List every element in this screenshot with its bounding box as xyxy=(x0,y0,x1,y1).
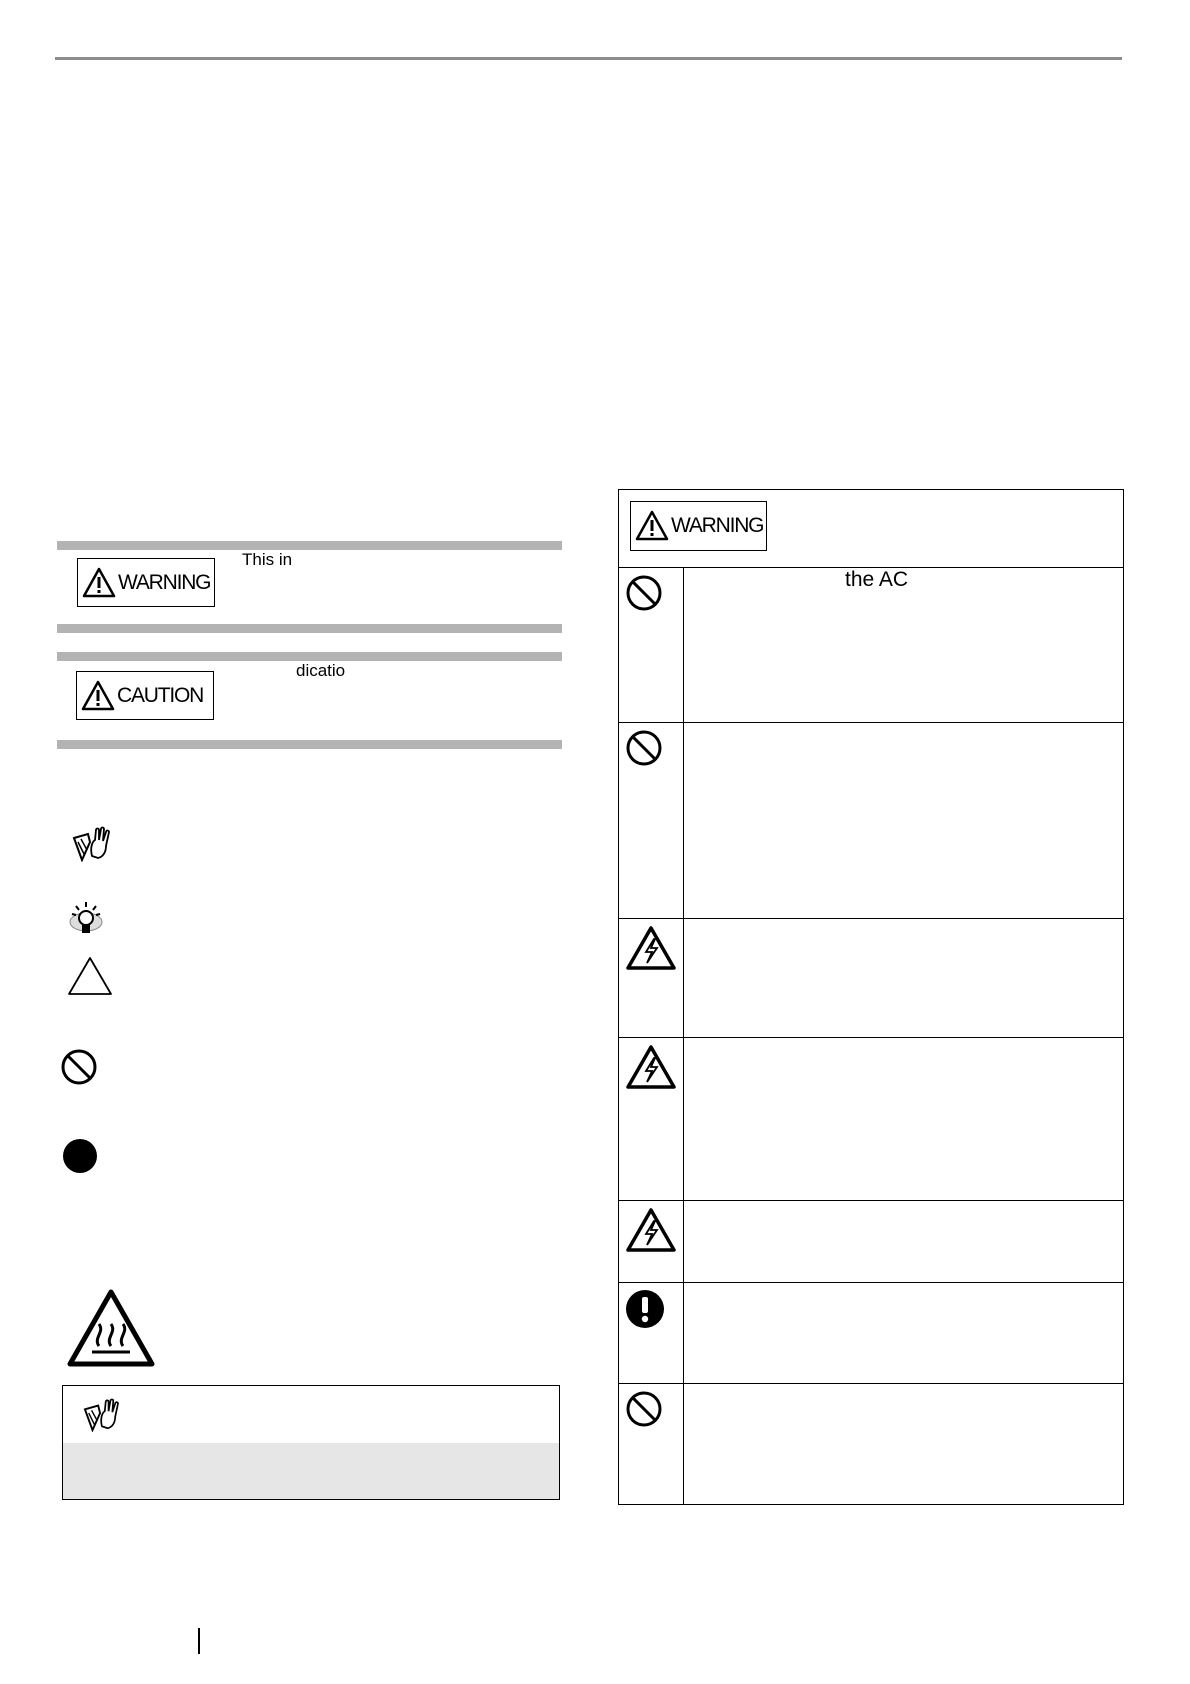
prohibition-icon xyxy=(60,1048,98,1086)
warning-triangle-icon xyxy=(635,510,669,542)
hand-pointing-icon xyxy=(70,826,112,862)
prohibition-icon xyxy=(625,729,663,767)
table-row-divider xyxy=(619,1200,1123,1201)
table-row-divider xyxy=(619,1383,1123,1384)
caution-legend-bottom-bar xyxy=(57,740,562,749)
warning-triangle-icon xyxy=(82,567,116,599)
caution-triangle-icon xyxy=(81,680,115,712)
triangle-attention-icon xyxy=(66,955,114,997)
table-row-divider xyxy=(619,918,1123,919)
prohibition-icon xyxy=(625,574,663,612)
warning-legend-text: This in xyxy=(242,550,293,569)
table-column-divider xyxy=(683,567,684,1504)
table-warning-badge xyxy=(630,501,767,551)
electric-shock-icon xyxy=(625,925,677,971)
warning-badge xyxy=(77,558,215,607)
table-row-divider xyxy=(619,1037,1123,1038)
caution-legend-text: dicatio xyxy=(296,661,346,680)
warning-badge-label: WARNING xyxy=(118,570,211,594)
hot-surface-icon xyxy=(66,1288,156,1368)
table-row-divider xyxy=(619,722,1123,723)
mandatory-action-icon xyxy=(625,1289,665,1329)
footer-page-marker xyxy=(198,1628,200,1654)
hand-pointing-icon xyxy=(81,1398,121,1432)
prohibition-icon xyxy=(625,1390,663,1428)
hint-box xyxy=(62,1385,560,1500)
mandatory-action-icon xyxy=(61,1137,99,1175)
electric-shock-icon xyxy=(625,1044,677,1090)
header-rule xyxy=(55,57,1122,60)
table-warning-badge-label: WARNING xyxy=(671,514,764,537)
warning-legend-top-bar xyxy=(57,541,562,550)
electric-shock-icon xyxy=(625,1207,677,1253)
caution-badge xyxy=(76,671,214,720)
caution-badge-label: CAUTION xyxy=(117,683,204,707)
caution-legend-top-bar xyxy=(57,652,562,661)
hint-band xyxy=(63,1443,559,1499)
table-row-text: the AC xyxy=(845,568,909,591)
lightbulb-hint-icon xyxy=(66,898,106,938)
warning-table xyxy=(618,489,1124,1505)
warning-legend-bottom-bar xyxy=(57,624,562,633)
table-row-divider xyxy=(619,1282,1123,1283)
